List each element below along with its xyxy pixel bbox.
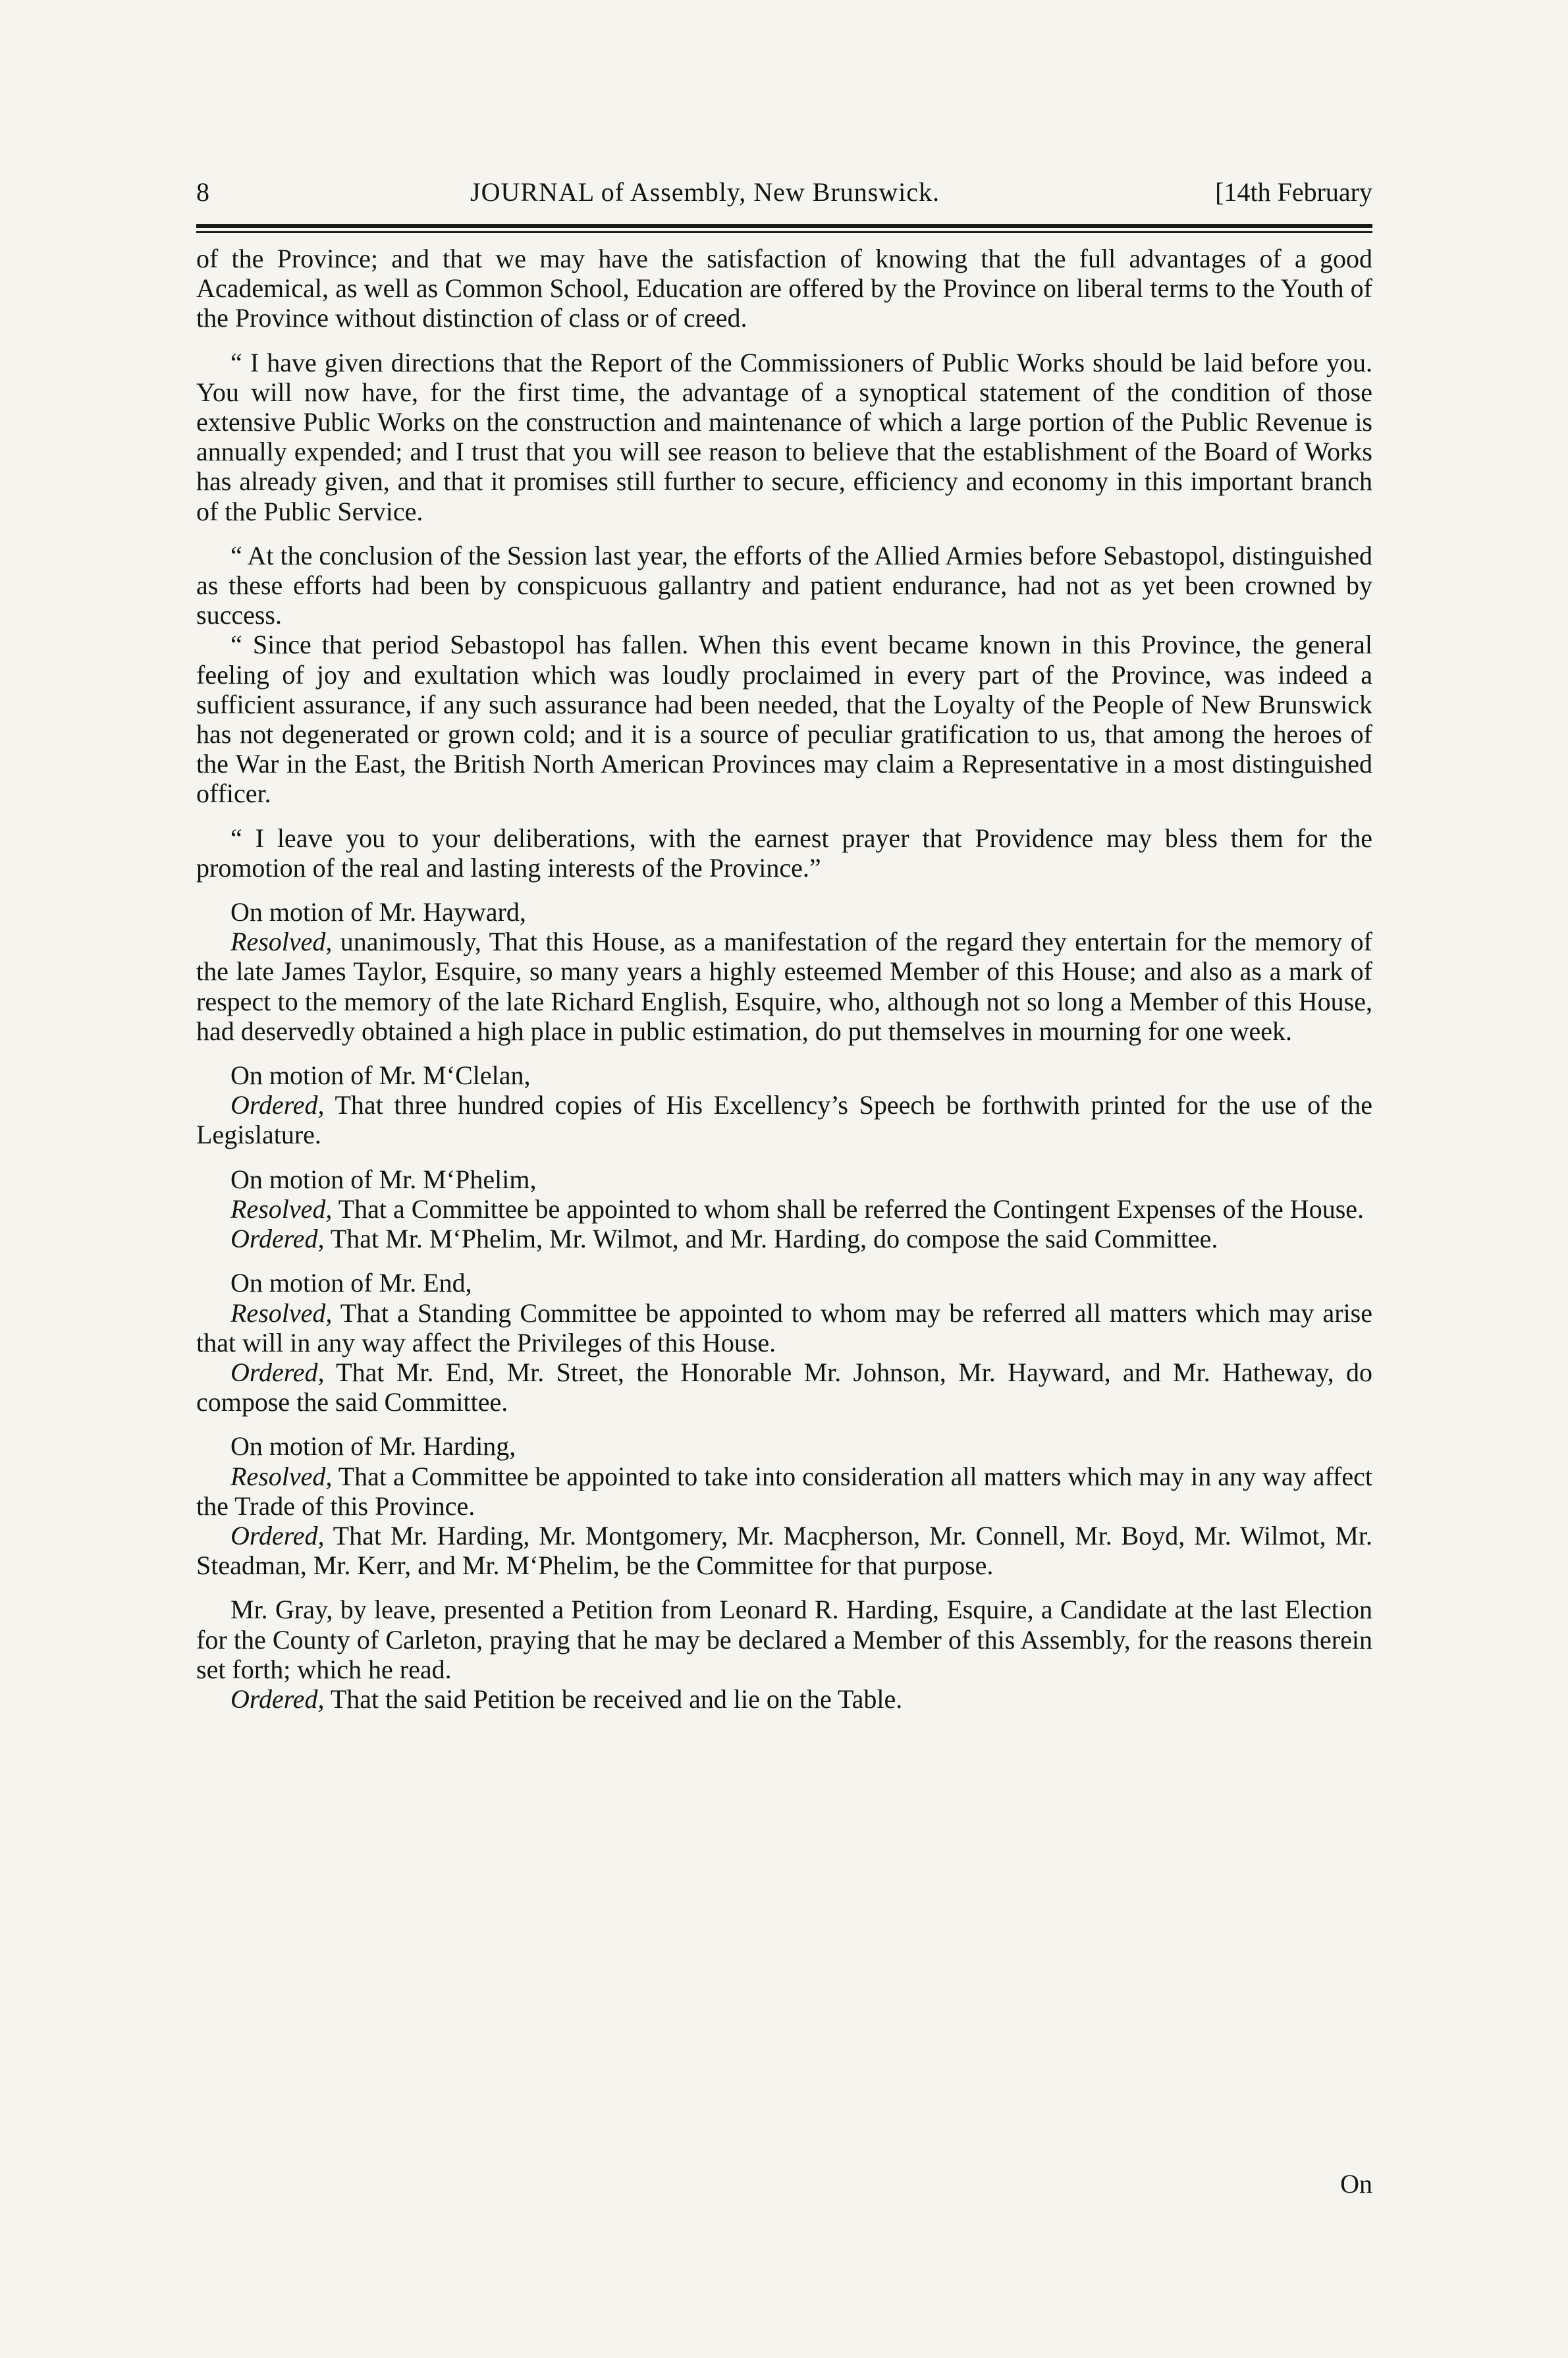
paragraph-text: On motion of Mr. M‘Phelim, [230, 1164, 537, 1194]
paragraph-text: “ At the conclusion of the Session last year, the efforts of the Allied Armies before Sebastopol, distinguished as these efforts had been by conspicuous gallantry and patient endurance, had not as yet been crowned by success. [196, 540, 1373, 630]
paragraph-text: On motion of Mr. End, [230, 1268, 472, 1298]
body-paragraph [196, 1684, 1372, 1714]
page-number: 8 [196, 177, 209, 207]
body-paragraph [196, 823, 1372, 883]
body-paragraph [196, 1194, 1372, 1224]
body-paragraph [196, 1224, 1372, 1253]
paragraph-lead-italic: Resolved, [230, 927, 333, 957]
paragraph-lead-italic: Ordered, [230, 1224, 325, 1254]
paragraph-text: “ I have given directions that the Report of the Commissioners of Public Works should be laid before you. You will now have, for the first time, the advantage of a synoptical statement of the condition of those extensive Public Works on the construction and maintenance of which a large portion of the Public Revenue is annually expended; and I trust that you will see reason to believe that the establishment of the Board of Works has already given, and that it promises still further to secure, efficiency and economy in this important branch of the Public Service. [196, 347, 1372, 526]
journal-body [196, 244, 1372, 1714]
body-paragraph [196, 1521, 1372, 1580]
header-rule-thin [196, 231, 1372, 233]
body-paragraph [196, 1357, 1372, 1417]
body-paragraph [196, 541, 1372, 630]
catchword: On [1340, 2169, 1372, 2199]
paragraph-text: That a Committee be appointed to whom shall be referred the Contingent Expenses of the House. [332, 1193, 1365, 1224]
paragraph-text: That a Committee be appointed to take into consideration all matters which may in any way affect the Trade of this Province. [196, 1461, 1372, 1521]
paragraph-lead-italic: Ordered, [230, 1520, 325, 1550]
paragraph-lead-italic: Ordered, [230, 1684, 325, 1714]
paragraph-text: On motion of Mr. Hayward, [230, 897, 526, 927]
paragraph-lead-italic: Ordered, [230, 1357, 325, 1387]
running-header [196, 177, 1372, 223]
paragraph-lead-italic: Resolved, [230, 1461, 333, 1491]
body-paragraph [196, 1268, 1372, 1298]
body-paragraph [196, 897, 1372, 927]
paragraph-text: of the Province; and that we may have the satisfaction of knowing that the full advantages of a good Academical, as well as Common School, Education are offered by the Province on liberal terms to the Youth of the Province without distinction of class or of creed. [196, 244, 1372, 333]
body-paragraph [196, 244, 1372, 333]
paragraph-lead-italic: Ordered, [230, 1090, 325, 1120]
paragraph-text: That a Standing Committee be appointed to whom may be referred all matters which may arise that will in any way affect the Privileges of this House. [196, 1298, 1372, 1357]
body-paragraph [196, 927, 1372, 1046]
paragraph-text: “ Since that period Sebastopol has fallen. When this event became known in this Province, the general feeling of joy and exultation which was loudly proclaimed in every part of the Province, was indeed a sufficient assurance, if any such assurance had been needed, that the Loyalty of the People of New Brunswick has not degenerated or grown cold; and it is a source of peculiar gratification to us, that among the heroes of the War in the East, the British North American Provinces may claim a Representative in a most distinguished officer. [196, 630, 1372, 809]
body-paragraph [196, 1595, 1372, 1684]
body-paragraph [196, 348, 1372, 526]
body-paragraph [196, 1165, 1372, 1194]
paragraph-text: That Mr. End, Mr. Street, the Honorable Mr. Johnson, Mr. Hayward, and Mr. Hatheway, do compose the said Committee. [196, 1357, 1372, 1417]
paragraph-text: That Mr. M‘Phelim, Mr. Wilmot, and Mr. Harding, do compose the said Committee. [324, 1224, 1218, 1254]
body-paragraph [196, 1462, 1372, 1521]
paragraph-text: On motion of Mr. M‘Clelan, [230, 1060, 531, 1091]
paragraph-text: Mr. Gray, by leave, presented a Petition from Leonard R. Harding, Esquire, a Candidate at the last Election for the County of Carleton, praying that he may be declared a Member of this Assembly, for the reasons therein set forth; which he read. [196, 1595, 1372, 1684]
body-paragraph [196, 1060, 1372, 1090]
journal-title: JOURNAL of Assembly, New Brunswick. [470, 177, 940, 207]
paragraph-text: That Mr. Harding, Mr. Montgomery, Mr. Macpherson, Mr. Connell, Mr. Boyd, Mr. Wilmot, Mr. Steadman, Mr. Kerr, and Mr. M‘Phelim, be the Committee for that purpose. [196, 1520, 1372, 1581]
header-date: [14th February [1215, 177, 1372, 207]
body-paragraph [196, 630, 1372, 808]
body-paragraph [196, 1090, 1372, 1149]
header-rule-thick [196, 224, 1372, 228]
body-paragraph [196, 1298, 1372, 1357]
body-paragraph [196, 1431, 1372, 1461]
paragraph-lead-italic: Resolved, [230, 1193, 333, 1224]
paragraph-text: That the said Petition be received and lie on the Table. [324, 1684, 903, 1714]
paragraph-text: unanimously, That this House, as a manifestation of the regard they entertain for the memory of the late James Taylor, Esquire, so many years a highly esteemed Member of this House; and also as a mark of respect to the memory of the late Richard English, Esquire, who, although not so long a Member of this House, had deservedly obtained a high place in public estimation, do put themselves in mourning for one week. [196, 927, 1372, 1046]
paragraph-text: “ I leave you to your deliberations, with the earnest prayer that Providence may bless them for the promotion of the real and lasting interests of the Province.” [196, 823, 1372, 883]
paragraph-text: On motion of Mr. Harding, [230, 1431, 516, 1462]
paragraph-text: That three hundred copies of His Excellency’s Speech be forthwith printed for the use of the Legislature. [196, 1090, 1372, 1150]
paragraph-lead-italic: Resolved, [230, 1298, 333, 1328]
